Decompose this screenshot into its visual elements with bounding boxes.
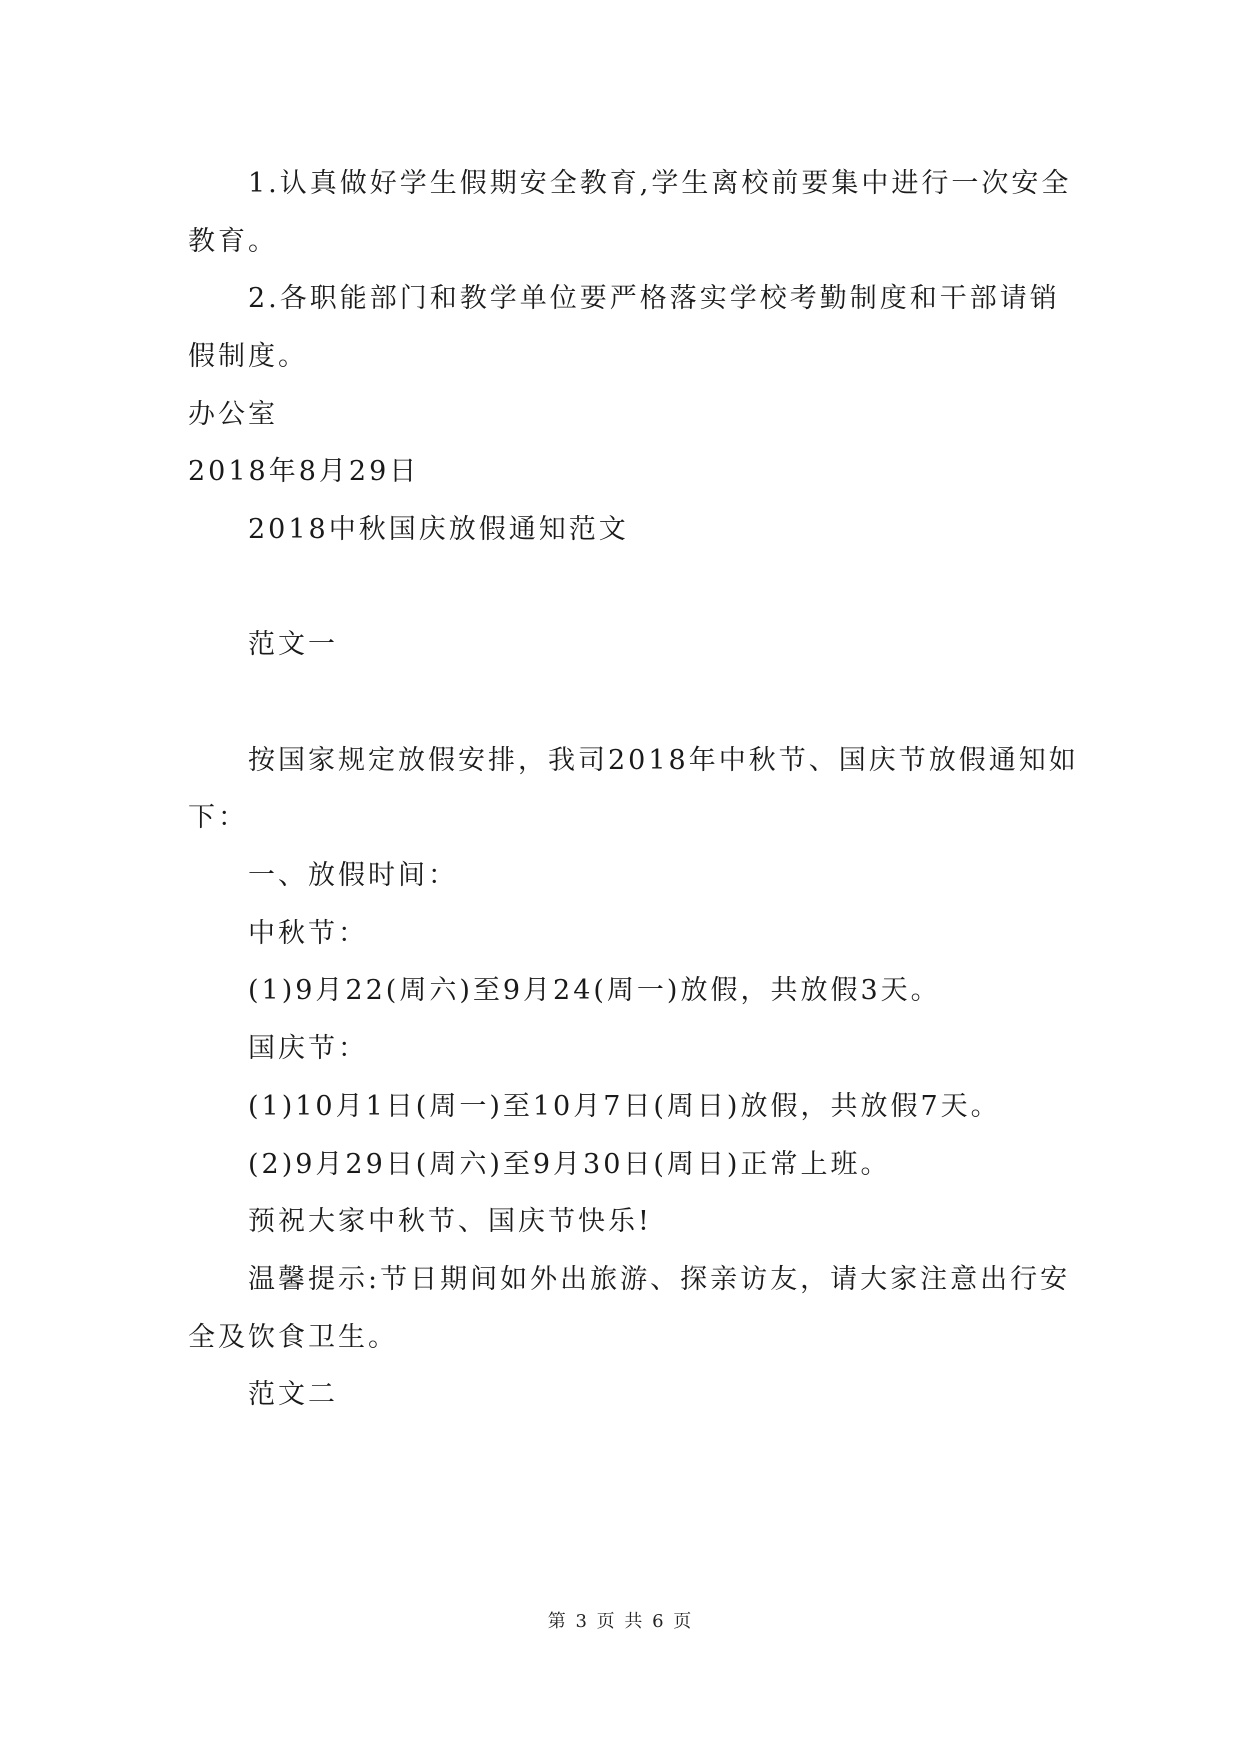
signature-office: 办公室 — [188, 399, 278, 430]
paragraph-line: 按国家规定放假安排，我司2018年中秋节、国庆节放假通知如 — [248, 745, 1079, 776]
signature-date: 2018年8月29日 — [188, 456, 420, 487]
page-number: 第 3 页 共 6 页 — [547, 1611, 694, 1632]
paragraph-line: 教育。 — [188, 226, 278, 257]
paragraph-line: 2.各职能部门和教学单位要严格落实学校考勤制度和干部请销 — [248, 283, 1060, 314]
paragraph-line: 温馨提示:节日期间如外出旅游、探亲访友，请大家注意出行安 — [248, 1264, 1071, 1295]
paragraph-line: 全及饮食卫生。 — [188, 1322, 398, 1353]
holiday-label: 中秋节： — [248, 918, 368, 949]
section-title: 2018中秋国庆放假通知范文 — [248, 514, 629, 545]
paragraph-line: 下： — [188, 802, 248, 833]
list-heading: 一、放假时间： — [248, 860, 458, 891]
sample-heading-2: 范文二 — [248, 1379, 338, 1410]
holiday-detail: (2)9月29日(周六)至9月30日(周日)正常上班。 — [248, 1149, 891, 1180]
holiday-label: 国庆节： — [248, 1033, 368, 1064]
paragraph-line: 假制度。 — [188, 341, 308, 372]
holiday-detail: (1)10月1日(周一)至10月7日(周日)放假，共放假7天。 — [248, 1091, 1001, 1122]
holiday-detail: (1)9月22(周六)至9月24(周一)放假，共放假3天。 — [248, 975, 941, 1006]
sample-heading-1: 范文一 — [248, 629, 338, 660]
greeting-line: 预祝大家中秋节、国庆节快乐! — [248, 1206, 652, 1237]
paragraph-line: 1.认真做好学生假期安全教育,学生离校前要集中进行一次安全 — [248, 168, 1072, 199]
